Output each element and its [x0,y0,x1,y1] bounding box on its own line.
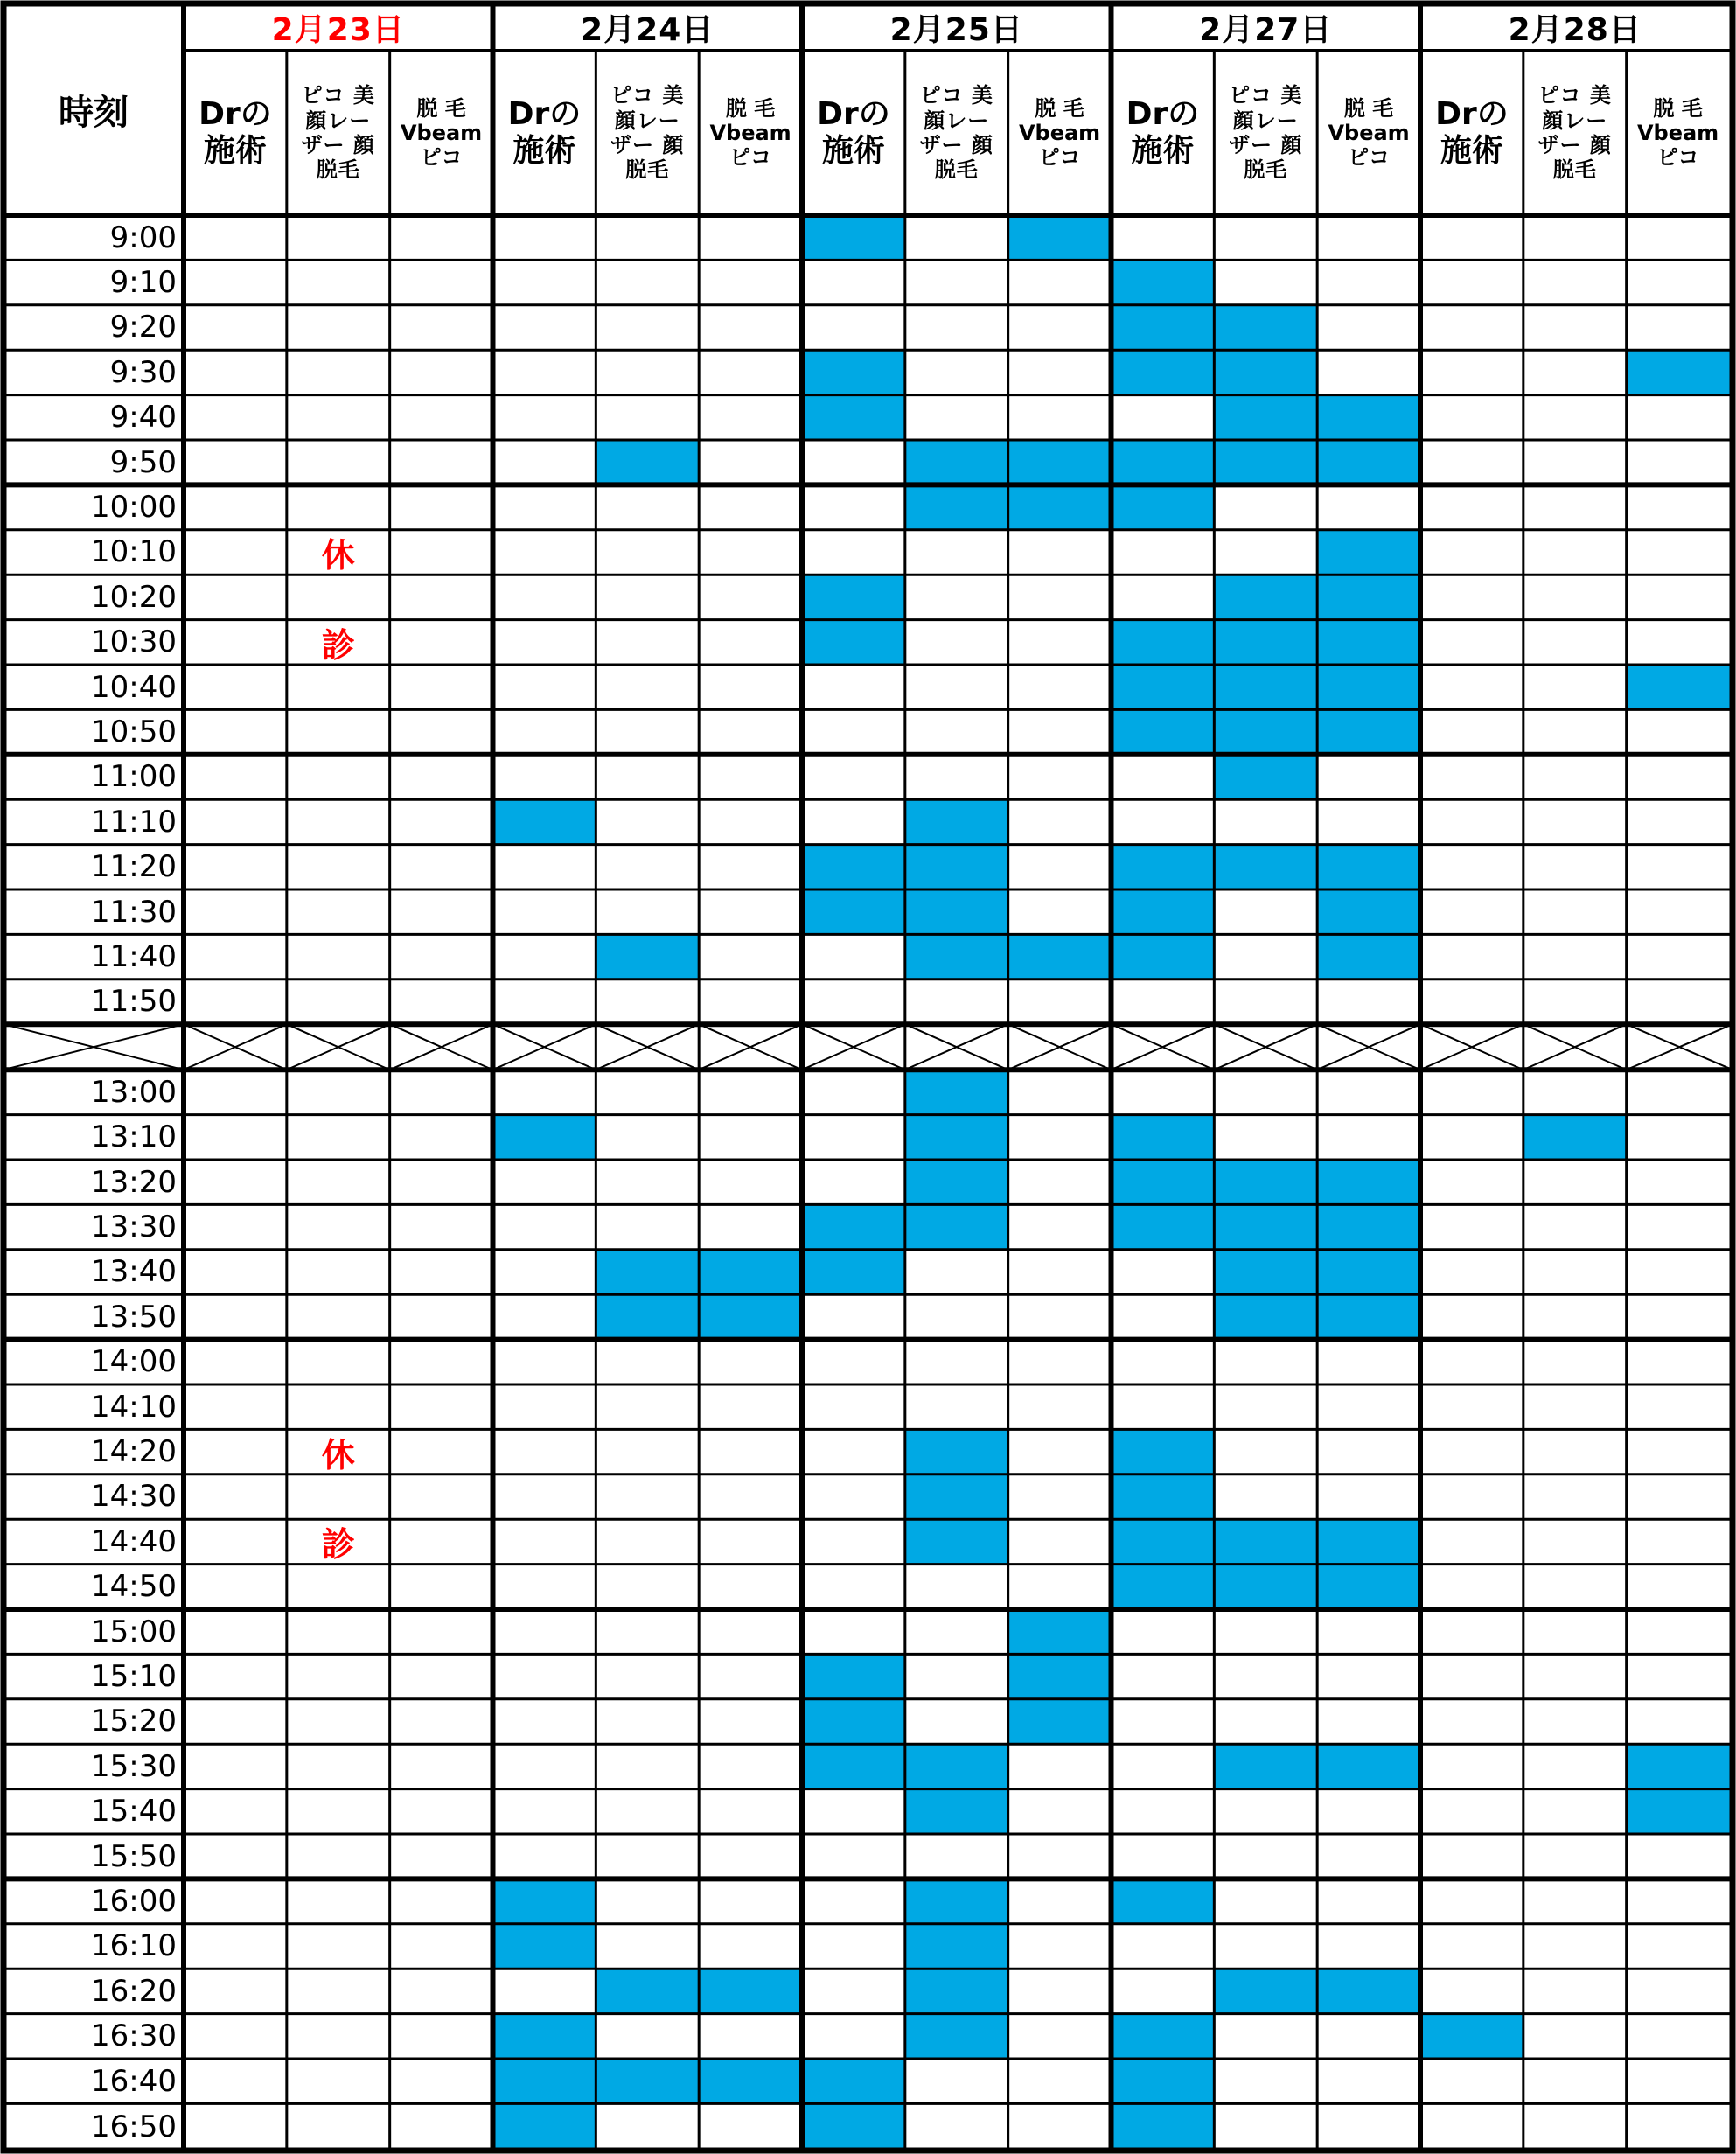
time-slot-label: 10:00 [91,490,177,526]
booked-slot[interactable] [1112,1474,1215,1519]
time-slot-label: 9:10 [109,265,177,301]
booked-slot[interactable] [905,440,1008,484]
booked-slot[interactable] [905,934,1008,979]
column-header-line: 脱毛 [934,157,979,183]
booked-slot[interactable] [1317,1519,1420,1564]
booked-slot[interactable] [1214,709,1317,754]
column-header-pico [1214,51,1317,215]
time-slot-label: 11:40 [91,939,177,975]
time-slot-label: 15:00 [91,1614,177,1649]
booked-slot[interactable] [905,1924,1008,1969]
booked-slot[interactable] [802,215,905,260]
column-header-line: Drの [1126,95,1200,132]
booked-slot[interactable] [1112,1204,1215,1249]
closed-day-label: 診 [321,625,355,665]
column-header-dr [1420,51,1523,215]
booked-slot[interactable] [802,845,905,889]
column-header-line: ピコ 美 [301,83,375,108]
booked-slot[interactable] [905,799,1008,844]
time-slot-label: 15:20 [91,1704,177,1739]
booked-slot[interactable] [1317,845,1420,889]
column-header-pico [905,51,1008,215]
time-column-header: 時刻 [59,92,129,133]
column-header-line: 脱 毛 [1343,95,1394,121]
time-slot-label: 11:20 [91,849,177,885]
booked-slot[interactable] [1008,1609,1112,1654]
column-header-line: 脱毛 [316,157,360,183]
date-header: 2月25日 [889,11,1023,48]
booked-slot[interactable] [802,1699,905,1744]
booked-slot[interactable] [699,1250,802,1294]
booked-slot[interactable] [1317,1204,1420,1249]
column-header-line: Vbeam [1018,120,1101,145]
booked-slot[interactable] [493,799,596,844]
booked-slot[interactable] [905,1519,1008,1564]
booked-slot[interactable] [1317,1294,1420,1339]
booked-slot[interactable] [1627,1789,1733,1834]
booked-slot[interactable] [1523,1115,1627,1160]
time-slot-label: 16:10 [91,1928,177,1964]
column-header-line: 脱毛 [625,157,670,183]
booked-slot[interactable] [802,1654,905,1698]
booked-slot[interactable] [802,2103,905,2151]
time-slot-label: 11:00 [91,759,177,795]
column-header-line: ピコ [1656,145,1699,171]
closed-day-label: 休 [321,1435,355,1474]
booked-slot[interactable] [1317,665,1420,709]
booked-slot[interactable] [1214,350,1317,394]
time-slot-label: 16:30 [91,2018,177,2054]
booked-slot[interactable] [1112,1519,1215,1564]
column-header-text [1229,83,1302,182]
time-slot-label: 14:30 [91,1479,177,1515]
booked-slot[interactable] [905,1070,1008,1114]
time-slot-label: 10:40 [91,669,177,705]
column-header-line: Vbeam [1328,120,1410,145]
booked-slot[interactable] [905,484,1008,529]
booked-slot[interactable] [1112,709,1215,754]
booked-slot[interactable] [1008,934,1112,979]
column-header-pico [287,51,390,215]
column-header-text [1538,83,1612,182]
booked-slot[interactable] [802,395,905,440]
column-header-line: ザー 顔 [301,133,375,157]
column-header-dr [802,51,905,215]
time-slot-label: 11:10 [91,804,177,840]
column-header-line: 脱毛 [1244,157,1288,183]
time-slot-label: 15:50 [91,1838,177,1874]
time-slot-label: 14:40 [91,1523,177,1559]
booked-slot[interactable] [1112,350,1215,394]
booked-slot[interactable] [1317,530,1420,575]
column-header-line: ピコ [729,145,772,171]
booked-slot[interactable] [1214,1744,1317,1788]
time-slot-label: 14:00 [91,1344,177,1380]
booked-slot[interactable] [699,1969,802,2013]
booked-slot[interactable] [493,1924,596,1969]
time-slot-label: 13:30 [91,1209,177,1245]
booked-slot[interactable] [1214,665,1317,709]
column-header-dr [184,51,287,215]
column-header-line: 脱 毛 [725,95,776,121]
column-header-line: 顔レー [924,108,990,133]
column-header-line: ピコ [1038,145,1081,171]
booked-slot[interactable] [1112,260,1215,304]
column-header-datsumo [1317,51,1420,215]
column-header-datsumo [699,51,802,215]
column-header-line: 脱 毛 [416,95,466,121]
booked-slot[interactable] [802,889,905,934]
booked-slot[interactable] [905,1474,1008,1519]
booked-slot[interactable] [596,1969,699,2013]
column-header-text [920,83,993,182]
booked-slot[interactable] [493,2103,596,2151]
booked-slot[interactable] [905,889,1008,934]
column-header-line: 顔レー [1542,108,1608,133]
column-header-line: 施術 [512,133,576,169]
time-slot-label: 9:50 [109,444,177,480]
booked-slot[interactable] [1112,1115,1215,1160]
column-header-line: 脱 毛 [1035,95,1084,121]
booked-slot[interactable] [1317,709,1420,754]
booked-slot[interactable] [1317,1565,1420,1609]
column-header-text [508,96,582,171]
time-slot-label: 16:20 [91,1973,177,2009]
column-header-line: Drの [199,95,272,132]
booked-slot[interactable] [1214,575,1317,619]
time-slot-label: 13:20 [91,1164,177,1200]
booked-slot[interactable] [1317,889,1420,934]
booked-slot[interactable] [905,1160,1008,1204]
column-header-line: ピコ 美 [1229,83,1303,108]
column-header-datsumo [1008,51,1112,215]
date-header: 2月24日 [581,11,715,48]
time-slot-label: 11:30 [91,894,177,930]
column-header-line: Vbeam [1636,120,1719,145]
booked-slot[interactable] [1112,2103,1215,2151]
time-slot-label: 14:50 [91,1569,177,1605]
booked-slot[interactable] [596,440,699,484]
closed-day-label: 休 [321,536,355,575]
date-header: 2月27日 [1199,11,1333,48]
time-slot-label: 9:20 [109,310,177,345]
date-header: 2月28日 [1508,11,1642,48]
booked-slot[interactable] [1214,1160,1317,1204]
booked-slot[interactable] [905,1204,1008,1249]
booked-slot[interactable] [1008,215,1112,260]
date-header: 2月23日 [271,11,405,48]
time-slot-label: 15:10 [91,1659,177,1695]
booked-slot[interactable] [1112,1160,1215,1204]
booked-slot[interactable] [493,1115,596,1160]
booked-slot[interactable] [802,1744,905,1788]
booked-slot[interactable] [1627,1744,1733,1788]
time-slot-label: 16:50 [91,2109,177,2145]
booked-slot[interactable] [1317,1744,1420,1788]
column-header-line: Drの [1435,95,1509,132]
booked-slot[interactable] [1112,305,1215,350]
booked-slot[interactable] [1112,2059,1215,2103]
booked-slot[interactable] [1214,305,1317,350]
booked-slot[interactable] [1627,665,1733,709]
time-slot-label: 13:00 [91,1074,177,1110]
column-header-text [199,96,272,171]
booked-slot[interactable] [1317,1250,1420,1294]
booked-slot[interactable] [1112,484,1215,529]
booked-slot[interactable] [1317,1969,1420,2013]
booked-slot[interactable] [1317,934,1420,979]
booked-slot[interactable] [596,2059,699,2103]
booked-slot[interactable] [905,1744,1008,1788]
column-header-text [709,96,791,171]
column-header-text [817,96,890,171]
time-slot-label: 13:50 [91,1299,177,1335]
column-header-line: 脱毛 [1552,157,1597,183]
column-header-pico [596,51,699,215]
booked-slot[interactable] [1112,1879,1215,1923]
booked-slot[interactable] [1317,620,1420,665]
column-header-line: Vbeam [400,120,483,145]
time-slot-label: 10:10 [91,534,177,570]
booked-slot[interactable] [1627,350,1733,394]
column-header-text [1435,96,1509,171]
booked-slot[interactable] [802,2059,905,2103]
booked-slot[interactable] [1214,395,1317,440]
booked-slot[interactable] [802,620,905,665]
booked-slot[interactable] [1112,889,1215,934]
booked-slot[interactable] [596,934,699,979]
booked-slot[interactable] [1214,755,1317,799]
column-header-line: 顔レー [1232,108,1299,133]
time-slot-label: 9:40 [109,400,177,436]
booked-slot[interactable] [802,575,905,619]
time-slot-label: 11:50 [91,984,177,1020]
booked-slot[interactable] [1420,2014,1523,2059]
closed-day-label: 診 [321,1525,355,1565]
booked-slot[interactable] [1112,2014,1215,2059]
booked-slot[interactable] [1112,934,1215,979]
time-slot-label: 10:30 [91,624,177,660]
booked-slot[interactable] [1112,1565,1215,1609]
column-header-text [1126,96,1200,171]
booked-slot[interactable] [1008,484,1112,529]
time-slot-label: 13:40 [91,1254,177,1290]
column-header-line: ザー 顔 [610,133,685,157]
column-header-dr [1112,51,1215,215]
time-slot-label: 14:10 [91,1389,177,1425]
booked-slot[interactable] [1214,1565,1317,1609]
column-header-line: ザー 顔 [1229,133,1303,157]
column-header-line: 顔レー [305,108,372,133]
booked-slot[interactable] [493,2059,596,2103]
booked-slot[interactable] [905,2014,1008,2059]
booked-slot[interactable] [596,1294,699,1339]
column-header-line: ピコ [420,145,463,171]
booked-slot[interactable] [1008,1699,1112,1744]
column-header-line: ザー 顔 [919,133,993,157]
booked-slot[interactable] [1317,440,1420,484]
booked-slot[interactable] [1008,1654,1112,1698]
column-header-line: ピコ 美 [1537,83,1612,108]
booked-slot[interactable] [1214,1969,1317,2013]
column-header-text [1328,96,1409,171]
booked-slot[interactable] [1214,1294,1317,1339]
booked-slot[interactable] [1214,1519,1317,1564]
column-header-line: Drの [817,95,890,132]
column-header-pico [1523,51,1627,215]
column-header-line: ザー 顔 [1537,133,1612,157]
time-slot-label: 15:40 [91,1794,177,1830]
booked-slot[interactable] [1112,440,1215,484]
column-header-text [1637,96,1719,171]
booked-slot[interactable] [493,1879,596,1923]
column-header-datsumo [1627,51,1730,215]
booked-slot[interactable] [596,1250,699,1294]
column-header-line: 顔レー [614,108,680,133]
booked-slot[interactable] [1112,620,1215,665]
column-header-text [302,83,375,182]
booked-slot[interactable] [1112,1429,1215,1474]
booked-slot[interactable] [493,2014,596,2059]
time-slot-label: 9:30 [109,354,177,390]
booked-slot[interactable] [1317,395,1420,440]
column-header-line: ピコ [1348,145,1391,171]
booked-slot[interactable] [1008,440,1112,484]
booked-slot[interactable] [1214,1250,1317,1294]
booked-slot[interactable] [1214,620,1317,665]
column-header-line: 脱 毛 [1653,95,1703,121]
booked-slot[interactable] [1317,1160,1420,1204]
booked-slot[interactable] [905,1969,1008,2013]
time-slot-label: 16:40 [91,2063,177,2099]
column-header-dr [493,51,596,215]
column-header-line: Vbeam [709,120,791,145]
column-header-line: ピコ 美 [919,83,993,108]
time-slot-label: 15:30 [91,1748,177,1784]
booked-slot[interactable] [1214,845,1317,889]
column-header-datsumo [390,51,493,215]
time-slot-label: 16:00 [91,1884,177,1920]
booked-slot[interactable] [1317,575,1420,619]
booked-slot[interactable] [802,350,905,394]
column-header-line: 施術 [1440,133,1503,169]
booked-slot[interactable] [1214,1204,1317,1249]
booked-slot[interactable] [1112,665,1215,709]
booked-slot[interactable] [1214,440,1317,484]
time-slot-label: 9:00 [109,220,177,255]
booked-slot[interactable] [802,1204,905,1249]
time-slot-label: 14:20 [91,1434,177,1470]
column-header-line: ピコ 美 [610,83,685,108]
booked-slot[interactable] [905,1789,1008,1834]
table-border [3,3,1733,2151]
column-header-line: 施術 [821,133,885,169]
time-slot-label: 10:20 [91,579,177,615]
booked-slot[interactable] [905,845,1008,889]
column-header-line: 施術 [203,133,267,169]
column-header-line: 施術 [1131,133,1195,169]
column-header-line: Drの [507,95,582,132]
time-slot-label: 10:50 [91,715,177,750]
booked-slot[interactable] [699,2059,802,2103]
column-header-text [610,83,684,182]
column-header-text [1019,96,1100,171]
booked-slot[interactable] [802,1250,905,1294]
booked-slot[interactable] [905,1879,1008,1923]
booked-slot[interactable] [699,1294,802,1339]
time-slot-label: 13:10 [91,1119,177,1155]
booked-slot[interactable] [1112,845,1215,889]
booked-slot[interactable] [905,1429,1008,1474]
booked-slot[interactable] [905,1115,1008,1160]
column-header-text [401,96,482,171]
